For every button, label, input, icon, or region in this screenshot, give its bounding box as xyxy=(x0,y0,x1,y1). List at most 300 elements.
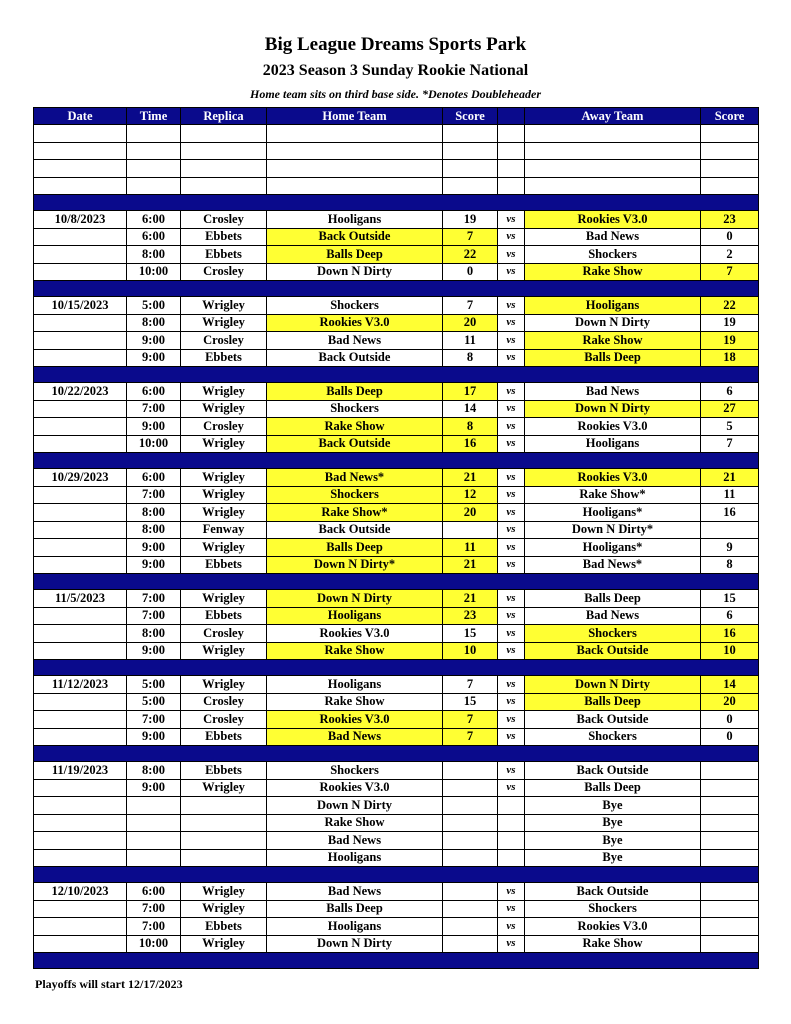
away-team: Shockers xyxy=(525,728,701,746)
table-row xyxy=(34,435,759,453)
blank-row xyxy=(34,142,759,160)
home-team: Hooligans xyxy=(267,607,443,625)
table-row xyxy=(34,625,759,643)
game-replica: Wrigley xyxy=(181,297,267,315)
table-row xyxy=(34,383,759,401)
blank-row xyxy=(34,125,759,143)
away-score: 8 xyxy=(701,556,759,574)
away-team: Bye xyxy=(525,849,701,867)
game-replica: Wrigley xyxy=(181,469,267,487)
away-score: 20 xyxy=(701,693,759,711)
game-replica: Fenway xyxy=(181,521,267,539)
game-replica: Wrigley xyxy=(181,935,267,953)
away-score: 22 xyxy=(701,297,759,315)
home-score: 0 xyxy=(443,263,498,281)
week-separator xyxy=(34,453,759,469)
away-score xyxy=(701,762,759,780)
vs-label: vs xyxy=(498,521,525,539)
away-team: Shockers xyxy=(525,625,701,643)
empty-cell xyxy=(34,177,127,195)
empty-cell xyxy=(267,142,443,160)
game-date: 11/19/2023 xyxy=(34,762,127,780)
game-replica: Wrigley xyxy=(181,779,267,797)
home-team: Balls Deep xyxy=(267,246,443,264)
vs-label: vs xyxy=(498,935,525,953)
game-replica: Wrigley xyxy=(181,676,267,694)
away-score xyxy=(701,814,759,832)
vs-label: vs xyxy=(498,383,525,401)
week-separator xyxy=(34,660,759,676)
table-row xyxy=(34,297,759,315)
empty-cell xyxy=(701,160,759,178)
vs-label: vs xyxy=(498,556,525,574)
away-team: Rookies V3.0 xyxy=(525,469,701,487)
game-replica xyxy=(181,814,267,832)
vs-label: vs xyxy=(498,332,525,350)
game-date xyxy=(34,486,127,504)
blank-row xyxy=(34,177,759,195)
table-header-row xyxy=(34,108,759,125)
vs-label: vs xyxy=(498,779,525,797)
home-team: Bad News* xyxy=(267,469,443,487)
home-score: 22 xyxy=(443,246,498,264)
column-header: Time xyxy=(127,108,181,125)
game-date xyxy=(34,728,127,746)
away-score: 19 xyxy=(701,332,759,350)
empty-cell xyxy=(498,160,525,178)
game-replica: Wrigley xyxy=(181,642,267,660)
separator-bar xyxy=(34,195,759,211)
game-time: 6:00 xyxy=(127,211,181,229)
empty-cell xyxy=(267,125,443,143)
table-row xyxy=(34,900,759,918)
separator-bar xyxy=(34,574,759,590)
away-score xyxy=(701,883,759,901)
game-time: 10:00 xyxy=(127,935,181,953)
game-date xyxy=(34,849,127,867)
vs-label: vs xyxy=(498,883,525,901)
game-time: 6:00 xyxy=(127,228,181,246)
game-date: 10/29/2023 xyxy=(34,469,127,487)
game-replica: Crosley xyxy=(181,332,267,350)
table-row xyxy=(34,797,759,815)
game-date xyxy=(34,435,127,453)
away-team: Rookies V3.0 xyxy=(525,418,701,436)
away-score xyxy=(701,832,759,850)
game-date xyxy=(34,332,127,350)
empty-cell xyxy=(525,125,701,143)
away-team: Bye xyxy=(525,814,701,832)
home-team: Hooligans xyxy=(267,918,443,936)
vs-label: vs xyxy=(498,676,525,694)
table-row xyxy=(34,486,759,504)
game-date xyxy=(34,521,127,539)
game-replica: Wrigley xyxy=(181,590,267,608)
home-score: 12 xyxy=(443,486,498,504)
empty-cell xyxy=(127,177,181,195)
vs-label: vs xyxy=(498,435,525,453)
table-row xyxy=(34,349,759,367)
game-replica: Ebbets xyxy=(181,228,267,246)
home-team: Bad News xyxy=(267,332,443,350)
vs-label: vs xyxy=(498,693,525,711)
away-score: 16 xyxy=(701,625,759,643)
empty-cell xyxy=(181,160,267,178)
home-team: Down N Dirty xyxy=(267,935,443,953)
away-team: Down N Dirty xyxy=(525,314,701,332)
empty-cell xyxy=(498,177,525,195)
vs-label: vs xyxy=(498,228,525,246)
table-row xyxy=(34,556,759,574)
game-date xyxy=(34,918,127,936)
away-team: Shockers xyxy=(525,246,701,264)
vs-label xyxy=(498,832,525,850)
separator-bar xyxy=(34,453,759,469)
empty-cell xyxy=(181,142,267,160)
vs-label: vs xyxy=(498,486,525,504)
home-score xyxy=(443,521,498,539)
home-score xyxy=(443,883,498,901)
game-replica: Wrigley xyxy=(181,486,267,504)
game-date xyxy=(34,814,127,832)
away-team: Bad News* xyxy=(525,556,701,574)
game-date xyxy=(34,539,127,557)
table-row xyxy=(34,418,759,436)
game-date xyxy=(34,832,127,850)
home-team: Rake Show* xyxy=(267,504,443,522)
away-team: Down N Dirty xyxy=(525,400,701,418)
home-score xyxy=(443,849,498,867)
home-team: Balls Deep xyxy=(267,383,443,401)
home-team: Down N Dirty xyxy=(267,797,443,815)
game-date xyxy=(34,314,127,332)
table-row xyxy=(34,211,759,229)
away-team: Back Outside xyxy=(525,642,701,660)
home-team: Bad News xyxy=(267,883,443,901)
table-row xyxy=(34,711,759,729)
home-score: 15 xyxy=(443,693,498,711)
home-team: Rake Show xyxy=(267,642,443,660)
home-team: Back Outside xyxy=(267,521,443,539)
home-team: Rookies V3.0 xyxy=(267,625,443,643)
home-score: 23 xyxy=(443,607,498,625)
game-replica: Wrigley xyxy=(181,504,267,522)
game-time: 5:00 xyxy=(127,676,181,694)
empty-cell xyxy=(498,125,525,143)
home-score: 19 xyxy=(443,211,498,229)
home-team: Hooligans xyxy=(267,211,443,229)
home-score xyxy=(443,797,498,815)
table-row xyxy=(34,590,759,608)
away-score: 0 xyxy=(701,711,759,729)
game-replica: Wrigley xyxy=(181,539,267,557)
game-time: 9:00 xyxy=(127,779,181,797)
away-score: 27 xyxy=(701,400,759,418)
table-row xyxy=(34,728,759,746)
home-score: 21 xyxy=(443,556,498,574)
home-team: Shockers xyxy=(267,400,443,418)
column-header: Score xyxy=(443,108,498,125)
home-score: 7 xyxy=(443,728,498,746)
week-separator xyxy=(34,367,759,383)
home-score xyxy=(443,935,498,953)
column-header: Score xyxy=(701,108,759,125)
game-replica: Wrigley xyxy=(181,400,267,418)
away-team: Bye xyxy=(525,797,701,815)
game-replica: Wrigley xyxy=(181,435,267,453)
away-score: 15 xyxy=(701,590,759,608)
table-row xyxy=(34,521,759,539)
game-replica: Wrigley xyxy=(181,900,267,918)
game-time: 9:00 xyxy=(127,539,181,557)
table-row xyxy=(34,935,759,953)
away-team: Hooligans* xyxy=(525,539,701,557)
game-replica: Crosley xyxy=(181,711,267,729)
table-row xyxy=(34,539,759,557)
game-time: 6:00 xyxy=(127,883,181,901)
vs-label: vs xyxy=(498,590,525,608)
game-date xyxy=(34,418,127,436)
separator-bar xyxy=(34,867,759,883)
table-row xyxy=(34,832,759,850)
away-score xyxy=(701,918,759,936)
game-time: 8:00 xyxy=(127,314,181,332)
page-subtitle: 2023 Season 3 Sunday Rookie National xyxy=(262,62,529,79)
away-score: 23 xyxy=(701,211,759,229)
game-date xyxy=(34,607,127,625)
vs-label xyxy=(498,849,525,867)
home-score: 7 xyxy=(443,228,498,246)
table-row xyxy=(34,504,759,522)
home-team: Hooligans xyxy=(267,676,443,694)
empty-cell xyxy=(267,177,443,195)
game-time: 7:00 xyxy=(127,486,181,504)
game-time: 7:00 xyxy=(127,900,181,918)
home-team: Bad News xyxy=(267,728,443,746)
game-replica xyxy=(181,849,267,867)
game-date xyxy=(34,228,127,246)
vs-label: vs xyxy=(498,504,525,522)
empty-cell xyxy=(127,160,181,178)
game-replica: Crosley xyxy=(181,418,267,436)
game-date: 11/12/2023 xyxy=(34,676,127,694)
away-team: Back Outside xyxy=(525,883,701,901)
home-score xyxy=(443,762,498,780)
table-row xyxy=(34,469,759,487)
away-team: Balls Deep xyxy=(525,590,701,608)
vs-label: vs xyxy=(498,297,525,315)
game-replica: Wrigley xyxy=(181,383,267,401)
away-score: 2 xyxy=(701,246,759,264)
separator-bar xyxy=(34,281,759,297)
game-time: 8:00 xyxy=(127,625,181,643)
game-time: 9:00 xyxy=(127,556,181,574)
game-replica: Wrigley xyxy=(181,314,267,332)
page-title: Big League Dreams Sports Park xyxy=(264,34,527,55)
game-replica: Ebbets xyxy=(181,349,267,367)
blank-row xyxy=(34,160,759,178)
empty-cell xyxy=(34,142,127,160)
game-time xyxy=(127,814,181,832)
game-date: 10/22/2023 xyxy=(34,383,127,401)
home-team: Balls Deep xyxy=(267,900,443,918)
game-replica: Crosley xyxy=(181,263,267,281)
vs-label: vs xyxy=(498,263,525,281)
game-time: 8:00 xyxy=(127,521,181,539)
game-date xyxy=(34,779,127,797)
vs-label: vs xyxy=(498,469,525,487)
game-date xyxy=(34,504,127,522)
home-team: Shockers xyxy=(267,297,443,315)
empty-cell xyxy=(34,125,127,143)
game-date xyxy=(34,797,127,815)
game-time xyxy=(127,797,181,815)
home-team: Rookies V3.0 xyxy=(267,711,443,729)
game-replica xyxy=(181,797,267,815)
vs-label: vs xyxy=(498,711,525,729)
vs-label: vs xyxy=(498,625,525,643)
empty-cell xyxy=(443,142,498,160)
vs-label: vs xyxy=(498,642,525,660)
home-team: Back Outside xyxy=(267,349,443,367)
game-time: 5:00 xyxy=(127,693,181,711)
vs-label: vs xyxy=(498,539,525,557)
away-score: 14 xyxy=(701,676,759,694)
table-row xyxy=(34,228,759,246)
home-team: Shockers xyxy=(267,486,443,504)
column-header: Away Team xyxy=(525,108,701,125)
game-date: 11/5/2023 xyxy=(34,590,127,608)
away-score: 0 xyxy=(701,228,759,246)
away-team: Back Outside xyxy=(525,762,701,780)
away-score: 6 xyxy=(701,383,759,401)
home-score: 21 xyxy=(443,590,498,608)
game-date: 10/8/2023 xyxy=(34,211,127,229)
game-date: 10/15/2023 xyxy=(34,297,127,315)
away-team: Rake Show xyxy=(525,332,701,350)
away-team: Balls Deep xyxy=(525,779,701,797)
empty-cell xyxy=(701,142,759,160)
home-score: 17 xyxy=(443,383,498,401)
home-score: 16 xyxy=(443,435,498,453)
game-date xyxy=(34,246,127,264)
vs-label: vs xyxy=(498,728,525,746)
game-time: 9:00 xyxy=(127,642,181,660)
home-team: Rake Show xyxy=(267,693,443,711)
game-replica: Ebbets xyxy=(181,607,267,625)
home-score: 7 xyxy=(443,711,498,729)
away-score xyxy=(701,900,759,918)
game-date: 12/10/2023 xyxy=(34,883,127,901)
away-score: 16 xyxy=(701,504,759,522)
game-replica: Ebbets xyxy=(181,762,267,780)
home-score: 10 xyxy=(443,642,498,660)
game-time xyxy=(127,849,181,867)
game-replica: Ebbets xyxy=(181,728,267,746)
home-score xyxy=(443,900,498,918)
separator-bar xyxy=(34,660,759,676)
home-team: Rookies V3.0 xyxy=(267,314,443,332)
home-score: 8 xyxy=(443,349,498,367)
table-row xyxy=(34,314,759,332)
away-team: Rookies V3.0 xyxy=(525,918,701,936)
empty-cell xyxy=(34,160,127,178)
home-score xyxy=(443,779,498,797)
table-row xyxy=(34,779,759,797)
away-score xyxy=(701,797,759,815)
away-team: Hooligans* xyxy=(525,504,701,522)
table-row xyxy=(34,918,759,936)
game-replica: Ebbets xyxy=(181,918,267,936)
vs-label: vs xyxy=(498,418,525,436)
empty-cell xyxy=(525,177,701,195)
away-score: 21 xyxy=(701,469,759,487)
game-time: 7:00 xyxy=(127,590,181,608)
table-row xyxy=(34,642,759,660)
away-score xyxy=(701,779,759,797)
table-row xyxy=(34,762,759,780)
away-score: 7 xyxy=(701,435,759,453)
column-header xyxy=(498,108,525,125)
empty-cell xyxy=(701,177,759,195)
vs-label: vs xyxy=(498,314,525,332)
game-time: 8:00 xyxy=(127,762,181,780)
vs-label: vs xyxy=(498,607,525,625)
away-score: 7 xyxy=(701,263,759,281)
schedule-table xyxy=(33,107,759,969)
away-team: Bye xyxy=(525,832,701,850)
empty-cell xyxy=(127,125,181,143)
table-row xyxy=(34,693,759,711)
home-score xyxy=(443,918,498,936)
away-team: Rake Show* xyxy=(525,486,701,504)
away-team: Rake Show xyxy=(525,935,701,953)
away-team: Shockers xyxy=(525,900,701,918)
home-score: 11 xyxy=(443,332,498,350)
empty-cell xyxy=(525,160,701,178)
vs-label: vs xyxy=(498,900,525,918)
empty-cell xyxy=(498,142,525,160)
home-team: Down N Dirty xyxy=(267,590,443,608)
vs-label: vs xyxy=(498,246,525,264)
vs-label: vs xyxy=(498,349,525,367)
game-replica: Wrigley xyxy=(181,883,267,901)
week-separator xyxy=(34,867,759,883)
table-row xyxy=(34,400,759,418)
game-time: 8:00 xyxy=(127,504,181,522)
empty-cell xyxy=(443,125,498,143)
away-score xyxy=(701,849,759,867)
table-row xyxy=(34,883,759,901)
home-score: 7 xyxy=(443,676,498,694)
column-header: Home Team xyxy=(267,108,443,125)
game-date xyxy=(34,642,127,660)
away-team: Bad News xyxy=(525,383,701,401)
away-team: Hooligans xyxy=(525,297,701,315)
game-replica: Crosley xyxy=(181,625,267,643)
home-team: Rake Show xyxy=(267,814,443,832)
game-time: 7:00 xyxy=(127,711,181,729)
game-date xyxy=(34,400,127,418)
empty-cell xyxy=(181,125,267,143)
vs-label: vs xyxy=(498,762,525,780)
game-time: 7:00 xyxy=(127,918,181,936)
away-team: Rookies V3.0 xyxy=(525,211,701,229)
home-score: 7 xyxy=(443,297,498,315)
game-time: 9:00 xyxy=(127,728,181,746)
away-score: 19 xyxy=(701,314,759,332)
game-date xyxy=(34,263,127,281)
